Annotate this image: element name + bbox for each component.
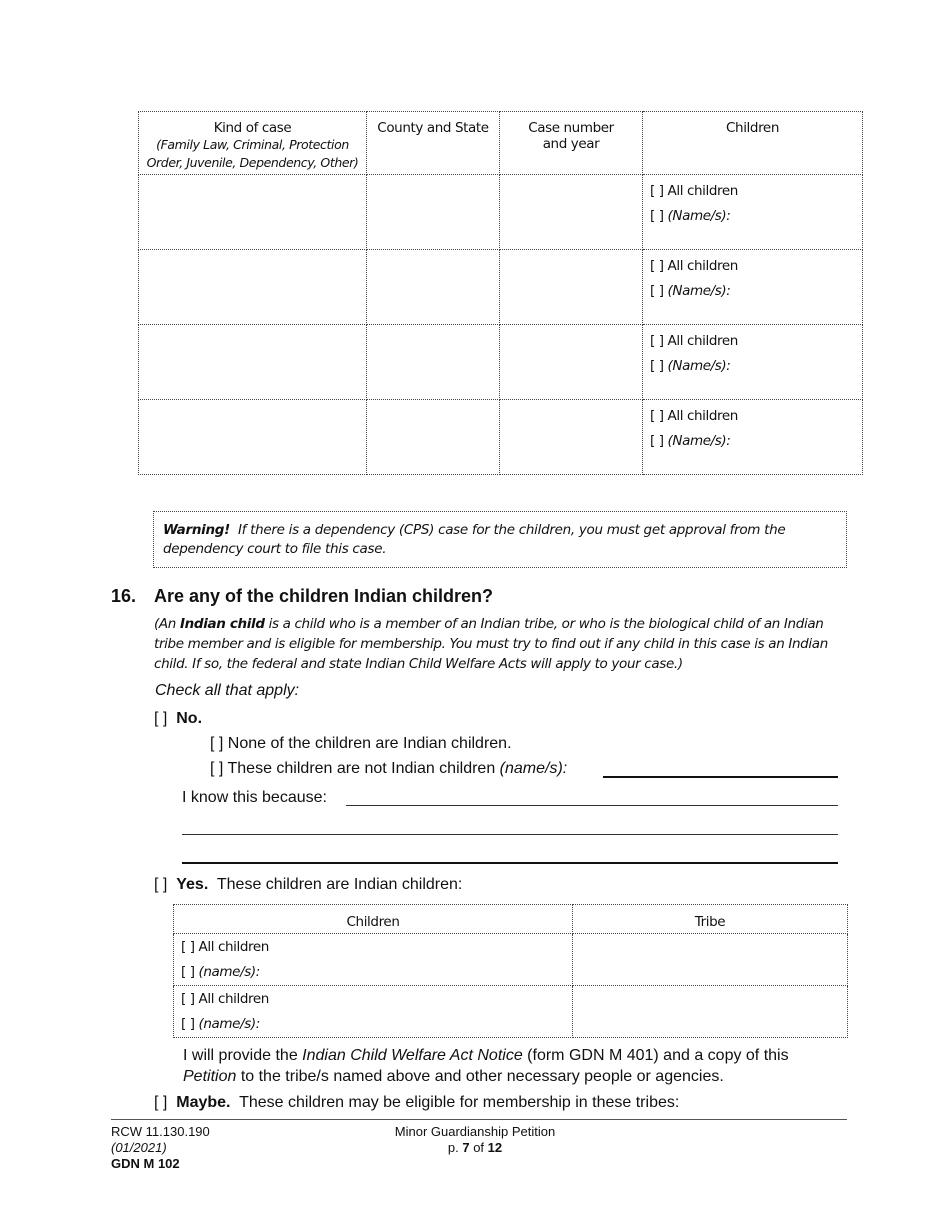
section-note: (An Indian child is a child who is a member of an Indian tribe, or who is the biological child of an Indian tribe member and is eligible for membership. You must try to find out if any child in this case is an Indian child. If so, the federal and state Indian Child Welfare Acts will apply to your case.) <box>154 616 828 672</box>
names-checkbox[interactable]: [ ] (Name/s): <box>650 283 731 299</box>
kind-cell[interactable] <box>139 400 367 475</box>
case-number-cell[interactable] <box>500 175 643 250</box>
all-children-checkbox[interactable]: [ ] All children <box>181 991 269 1007</box>
county-cell[interactable] <box>367 400 500 475</box>
kind-cell[interactable] <box>139 325 367 400</box>
case-number-cell[interactable] <box>500 400 643 475</box>
footer-center <box>360 1124 590 1156</box>
table-row <box>174 934 848 986</box>
footer-title: Minor Guardianship Petition <box>394 1124 556 1139</box>
footer-page: p. 7 of 12 <box>447 1140 503 1155</box>
maybe-option[interactable] <box>154 1094 679 1112</box>
maybe-label: Maybe. <box>176 1094 231 1111</box>
names-checkbox[interactable]: [ ] (name/s): <box>181 964 260 980</box>
tribe-table <box>173 904 848 1038</box>
names-checkbox[interactable]: [ ] (name/s): <box>181 1016 260 1032</box>
children-cell <box>174 934 573 986</box>
children-cell <box>643 400 863 475</box>
not-indian-names-checkbox[interactable]: [ ] These children are not Indian children (name/s): <box>210 760 568 777</box>
section-number: 16. <box>111 586 137 606</box>
header-children: Children <box>174 905 573 934</box>
footer-rcw: RCW 11.130.190 <box>111 1124 210 1139</box>
warning-text: If there is a dependency (CPS) case for the children, you must get approval from the dependency court to file this case. <box>163 522 786 557</box>
county-cell[interactable] <box>367 325 500 400</box>
all-children-checkbox[interactable]: [ ] All children <box>181 939 269 955</box>
header-case-number: Case number and year <box>500 112 643 175</box>
names-checkbox[interactable]: [ ] (Name/s): <box>650 433 731 449</box>
tribe-cell[interactable] <box>573 986 848 1038</box>
all-children-checkbox[interactable]: [ ] All children <box>650 408 738 424</box>
table-row <box>174 986 848 1038</box>
table-row <box>139 400 863 475</box>
not-indian-names-field[interactable] <box>603 776 838 778</box>
names-checkbox[interactable]: [ ] (Name/s): <box>650 358 731 374</box>
section-title: Are any of the children Indian children? <box>154 586 494 606</box>
maybe-checkbox[interactable]: [ ] <box>154 1094 168 1111</box>
case-number-cell[interactable] <box>500 325 643 400</box>
maybe-text: These children may be eligible for membership in these tribes: <box>239 1094 680 1111</box>
case-number-cell[interactable] <box>500 250 643 325</box>
footer-divider <box>111 1119 847 1120</box>
table-row <box>139 175 863 250</box>
know-because-field-line2[interactable] <box>182 834 838 835</box>
footer-form-number: GDN M 102 <box>111 1156 180 1171</box>
tribe-cell[interactable] <box>573 934 848 986</box>
header-kind-sub: (Family Law, Criminal, Protection Order, Juvenile, Dependency, Other) <box>146 137 359 170</box>
none-indian-checkbox[interactable]: [ ] None of the children are Indian children. <box>210 735 512 752</box>
yes-text: These children are Indian children: <box>216 876 463 893</box>
warning-box <box>153 511 847 568</box>
children-cell <box>643 250 863 325</box>
yes-label: Yes. <box>176 876 209 893</box>
yes-checkbox[interactable]: [ ] <box>154 876 168 893</box>
footer-left <box>111 1124 210 1172</box>
children-cell <box>643 325 863 400</box>
table-row <box>139 325 863 400</box>
no-checkbox[interactable]: [ ] <box>154 710 168 727</box>
know-because-label: I know this because: <box>182 789 327 806</box>
footer-date: (01/2021) <box>111 1140 167 1155</box>
no-label: No. <box>176 710 203 727</box>
kind-cell[interactable] <box>139 250 367 325</box>
header-children: Children <box>643 112 863 175</box>
all-children-checkbox[interactable]: [ ] All children <box>650 183 738 199</box>
kind-cell[interactable] <box>139 175 367 250</box>
no-option[interactable] <box>154 710 202 728</box>
county-cell[interactable] <box>367 250 500 325</box>
know-because-field[interactable] <box>346 805 838 806</box>
header-county-state: County and State <box>367 112 500 175</box>
table-row <box>139 250 863 325</box>
know-because-field-line3[interactable] <box>182 862 838 864</box>
header-kind-of-case: Kind of case (Family Law, Criminal, Protection Order, Juvenile, Dependency, Other) <box>139 112 367 175</box>
all-children-checkbox[interactable]: [ ] All children <box>650 333 738 349</box>
county-cell[interactable] <box>367 175 500 250</box>
names-checkbox[interactable]: [ ] (Name/s): <box>650 208 731 224</box>
children-cell <box>643 175 863 250</box>
prior-cases-table <box>138 111 863 475</box>
header-tribe: Tribe <box>573 905 848 934</box>
table-header-row <box>174 905 848 934</box>
check-all-instruction: Check all that apply: <box>155 682 300 699</box>
children-cell <box>174 986 573 1038</box>
all-children-checkbox[interactable]: [ ] All children <box>650 258 738 274</box>
warning-label: Warning! <box>163 522 231 538</box>
table-header-row <box>139 112 863 175</box>
yes-option[interactable] <box>154 876 462 894</box>
provide-notice-text: I will provide the Indian Child Welfare Act Notice (form GDN M 401) and a copy of this Petition to the tribe/s named above and other necessary people or agencies. <box>183 1047 789 1085</box>
